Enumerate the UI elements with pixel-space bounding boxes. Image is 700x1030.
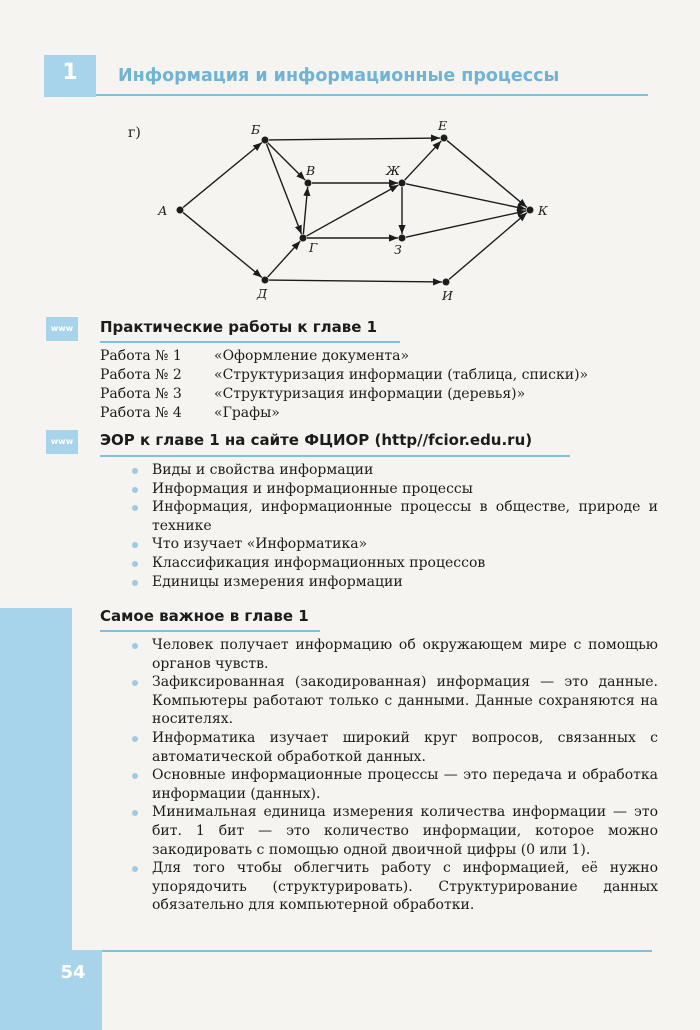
graph-edge — [405, 141, 442, 180]
graph-vertex-label: К — [538, 203, 548, 218]
graph-edge — [303, 187, 307, 234]
www-tab: www — [46, 317, 78, 341]
bottom-rule — [102, 950, 652, 952]
eor-list — [128, 461, 658, 591]
graph-vertex-label: И — [442, 288, 453, 303]
graph-vertex-label: Е — [438, 118, 448, 133]
work-item — [100, 367, 640, 385]
work-title: «Графы» — [214, 405, 280, 421]
graph-vertex-label: Д — [257, 286, 268, 301]
graph-vertex — [300, 235, 307, 242]
chapter-title: Информация и информационные процессы — [118, 66, 560, 86]
list-item: Единицы измерения информации — [128, 573, 658, 592]
list-item: Минимальная единица измерения количества информации — это бит. 1 бит — это количество информации, которое можно закодировать с помощью одной двоичной цифры (0 или 1). — [128, 803, 658, 859]
list-item: Человек получает информацию об окружающем мире с помощью органов чувств. — [128, 636, 658, 673]
graph-vertex-label: З — [394, 242, 402, 257]
graph-vertex — [262, 137, 269, 144]
eor-heading: ЭОР к главе 1 на сайте ФЦИОР (http//fcior.edu.ru) — [100, 431, 533, 449]
graph-vertex — [443, 279, 450, 286]
work-label: Работа № 4 — [100, 405, 182, 421]
graph-edge — [306, 185, 398, 236]
graph-vertex — [177, 207, 184, 214]
graph-edge — [266, 144, 301, 235]
graph-edge — [269, 138, 440, 140]
important-list — [128, 636, 658, 915]
chapter-number: 1 — [62, 60, 78, 85]
work-item — [100, 348, 640, 366]
graph-vertex-label: В — [306, 163, 316, 178]
eor-rule — [100, 455, 570, 457]
important-heading: Самое важное в главе 1 — [100, 607, 309, 625]
graph-edge — [269, 280, 442, 282]
graph-vertex-label: Г — [309, 240, 318, 255]
graph-vertex — [527, 207, 534, 214]
list-item: Основные информационные процессы — это передача и обработка информации (данных). — [128, 766, 658, 803]
page-number: 54 — [60, 962, 86, 983]
graph-edge — [447, 141, 527, 208]
list-item: Классификация информационных процессов — [128, 554, 658, 573]
list-item: Информация и информационные процессы — [128, 480, 658, 499]
graph-edge — [449, 213, 527, 280]
work-label: Работа № 1 — [100, 348, 182, 364]
graph-vertex — [441, 135, 448, 142]
graph-vertex-label: А — [158, 203, 168, 218]
directed-graph — [0, 0, 700, 310]
practice-rule — [100, 341, 400, 343]
graph-vertex — [399, 180, 406, 187]
graph-vertex-label: Ж — [386, 163, 401, 178]
list-item: Что изучает «Информатика» — [128, 535, 658, 554]
list-item: Информатика изучает широкий круг вопросов, связанных с автоматической обработкой данных. — [128, 729, 658, 766]
graph-edge — [183, 143, 262, 208]
list-item: Зафиксированная (закодированная) информация — это данные. Компьютеры работают только с данными. Данные сохраняются на носителях. — [128, 673, 658, 729]
work-item — [100, 386, 640, 404]
work-label: Работа № 3 — [100, 386, 182, 402]
www-tab: www — [46, 430, 78, 454]
graph-edge — [268, 241, 301, 277]
graph-label: г) — [128, 125, 141, 141]
important-rule — [100, 630, 320, 632]
work-item — [100, 405, 640, 423]
graph-vertex-label: Б — [251, 122, 261, 137]
graph-vertex — [262, 277, 269, 284]
graph-edge — [406, 211, 526, 237]
list-item: Для того чтобы облегчить работу с информацией, её нужно упорядочить (структурировать). Структурирование данных обязательно для компьютерной обработки. — [128, 859, 658, 915]
work-label: Работа № 2 — [100, 367, 182, 383]
list-item: Виды и свойства информации — [128, 461, 658, 480]
practice-heading: Практические работы к главе 1 — [100, 318, 378, 336]
graph-vertex — [305, 180, 312, 187]
work-title: «Оформление документа» — [214, 348, 410, 364]
list-item: Информация, информационные процессы в обществе, природе и технике — [128, 498, 658, 535]
graph-edge — [183, 213, 262, 278]
graph-vertex — [399, 235, 406, 242]
work-title: «Структуризация информации (таблица, списки)» — [214, 367, 589, 383]
graph-edge — [406, 184, 526, 209]
work-title: «Структуризация информации (деревья)» — [214, 386, 526, 402]
